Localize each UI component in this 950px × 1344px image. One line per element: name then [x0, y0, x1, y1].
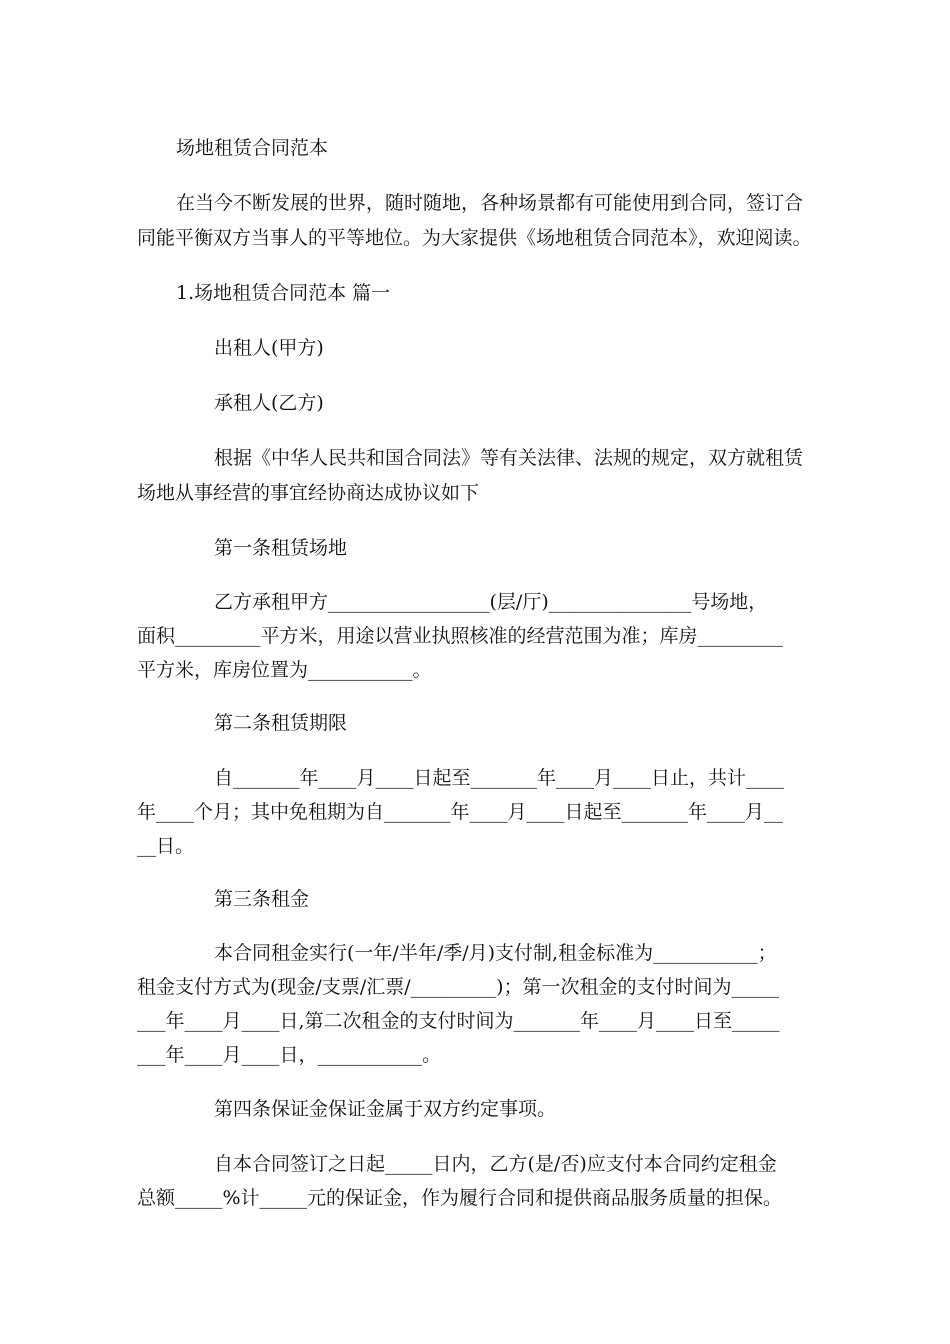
- article2-heading: 第二条租赁期限: [214, 712, 348, 734]
- article4-line-1: 自本合同签订之日起_____日内，乙方(是/否)应支付本合同约定租金: [214, 1153, 777, 1175]
- article1-line-1: 乙方承租甲方_________________(层/厅)_______________号场地，: [214, 591, 768, 613]
- article1-line-2: 面积_________平方米，用途以营业执照核准的经营范围为准；库房_________: [137, 625, 784, 647]
- article3-heading: 第三条租金: [214, 888, 310, 910]
- article4-line-2: 总额_____%计_____元的保证金，作为履行合同和提供商品服务质量的担保。: [137, 1187, 783, 1209]
- article1-line-3: 平方米，库房位置为___________。: [137, 659, 432, 681]
- article3-line-4: ___年____月____日，___________。: [137, 1044, 442, 1066]
- section-heading: 1.场地租赁合同范本 篇一: [176, 282, 391, 304]
- intro-line-1: 在当今不断发展的世界，随时随地，各种场景都有可能使用到合同，签订合: [176, 192, 804, 214]
- article2-line-1: 自_______年____月____日起至_______年____月____日止，共计____: [214, 767, 785, 789]
- article3-line-2: 租金支付方式为(现金/支票/汇票/_________)；第一次租金的支付时间为_____: [137, 976, 780, 998]
- document-title: 场地租赁合同范本: [176, 137, 329, 159]
- article1-heading: 第一条租赁场地: [214, 537, 348, 559]
- article2-line-3: __日。: [137, 835, 195, 857]
- article2-line-2: 年____个月；其中免租期为自_______年____月____日起至_______年____月__: [137, 801, 784, 823]
- preamble-line-1: 根据《中华人民共和国合同法》等有关法律、法规的规定，双方就租赁: [214, 447, 804, 469]
- article3-line-1: 本合同租金实行(一年/半年/季/月)支付制,租金标准为___________；: [214, 942, 777, 964]
- article3-line-3: ___年____月____日,第二次租金的支付时间为_______年____月____日至_____: [137, 1010, 780, 1032]
- article4-heading: 第四条保证金保证金属于双方约定事项。: [214, 1098, 557, 1120]
- lessee-label: 承租人(乙方): [214, 392, 324, 414]
- lessor-label: 出租人(甲方): [214, 337, 324, 359]
- preamble-line-2: 场地从事经营的事宜经协商达成协议如下: [137, 482, 480, 504]
- intro-line-2: 同能平衡双方当事人的平等地位。为大家提供《场地租赁合同范本》，欢迎阅读。: [137, 227, 812, 249]
